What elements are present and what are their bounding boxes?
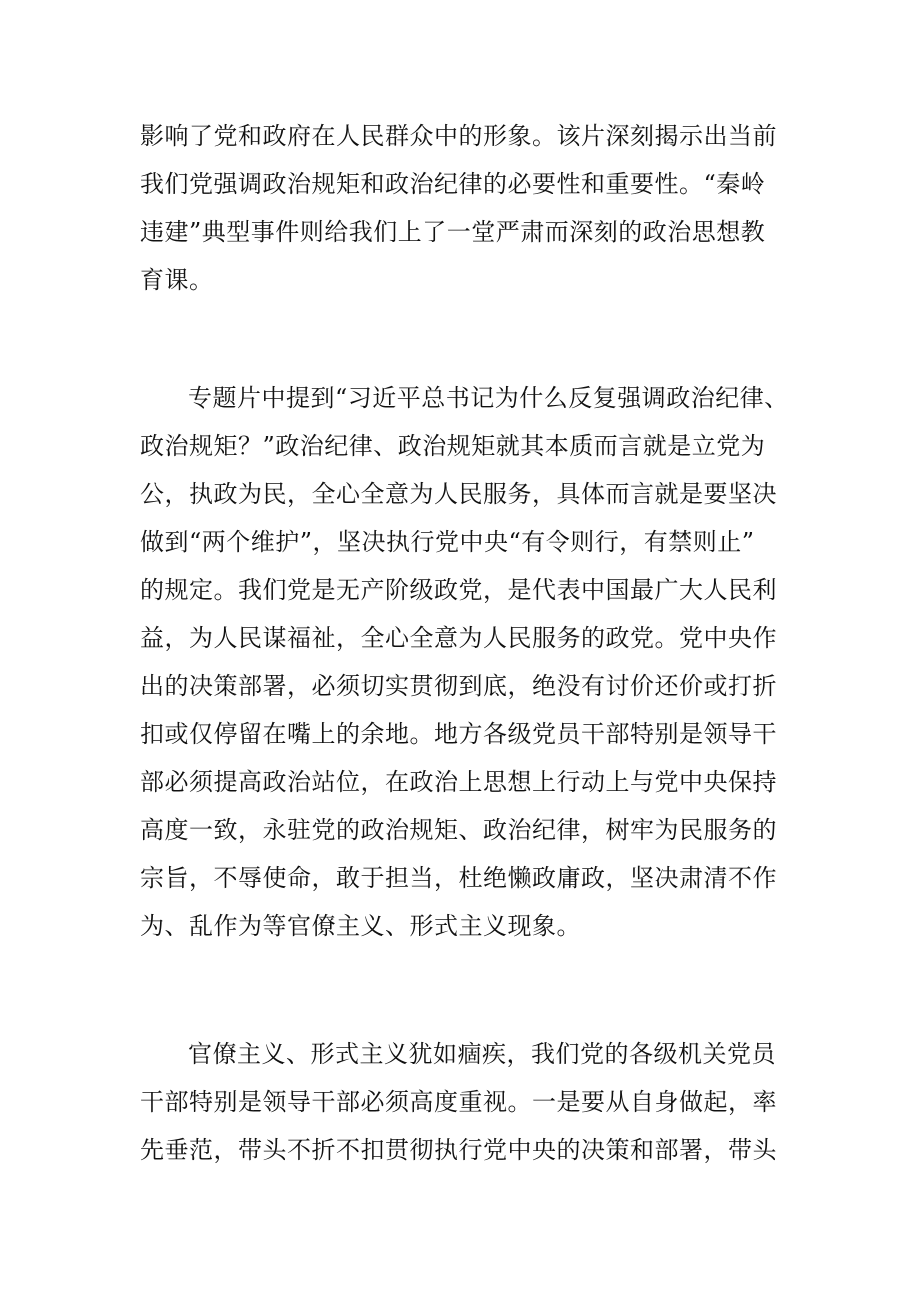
paragraph-2-line-10: 高度一致，永驻党的政治规矩、政治纪律，树牢为民服务的	[140, 816, 777, 844]
paragraph-1-line-2: 我们党强调政治规矩和政治纪律的必要性和重要性。“秦岭	[140, 170, 766, 198]
paragraph-2-line-6: 益，为人民谋福祉，全心全意为人民服务的政党。党中央作	[140, 624, 777, 652]
paragraph-1-line-1: 影响了党和政府在人民群众中的形象。该片深刻揭示出当前	[140, 122, 777, 150]
paragraph-2-line-11: 宗旨，不辱使命，敢于担当，杜绝懒政庸政，坚决肃清不作	[140, 864, 777, 892]
paragraph-2-line-8: 扣或仅停留在嘴上的余地。地方各级党员干部特别是领导干	[140, 720, 777, 748]
paragraph-3-line-1: 官僚主义、形式主义犹如痼疾，我们党的各级机关党员	[188, 1040, 776, 1068]
paragraph-2-line-7: 出的决策部署，必须切实贯彻到底，绝没有讨价还价或打折	[140, 672, 777, 700]
paragraph-2-line-9: 部必须提高政治站位，在政治上思想上行动上与党中央保持	[140, 768, 777, 796]
paragraph-2-line-2: 政治规矩？”政治纪律、政治规矩就其本质而言就是立党为	[140, 432, 766, 460]
paragraph-3-line-2: 干部特别是领导干部必须高度重视。一是要从自身做起，率	[140, 1088, 777, 1116]
paragraph-2-line-12: 为、乱作为等官僚主义、形式主义现象。	[140, 912, 581, 940]
paragraph-2-line-3: 公，执政为民，全心全意为人民服务，具体而言就是要坚决	[140, 480, 777, 508]
paragraph-1-line-3: 违建”典型事件则给我们上了一堂严肃而深刻的政治思想教	[140, 218, 766, 246]
paragraph-2-line-5: 的规定。我们党是无产阶级政党，是代表中国最广大人民利	[140, 576, 777, 604]
paragraph-2-line-1: 专题片中提到“习近平总书记为什么反复强调政治纪律、	[188, 384, 789, 412]
paragraph-3-line-3: 先垂范，带头不折不扣贯彻执行党中央的决策和部署，带头	[140, 1136, 777, 1164]
paragraph-1-line-4: 育课。	[140, 266, 214, 294]
paragraph-2-line-4: 做到“两个维护”，坚决执行党中央“有令则行，有禁则止”	[140, 528, 755, 556]
